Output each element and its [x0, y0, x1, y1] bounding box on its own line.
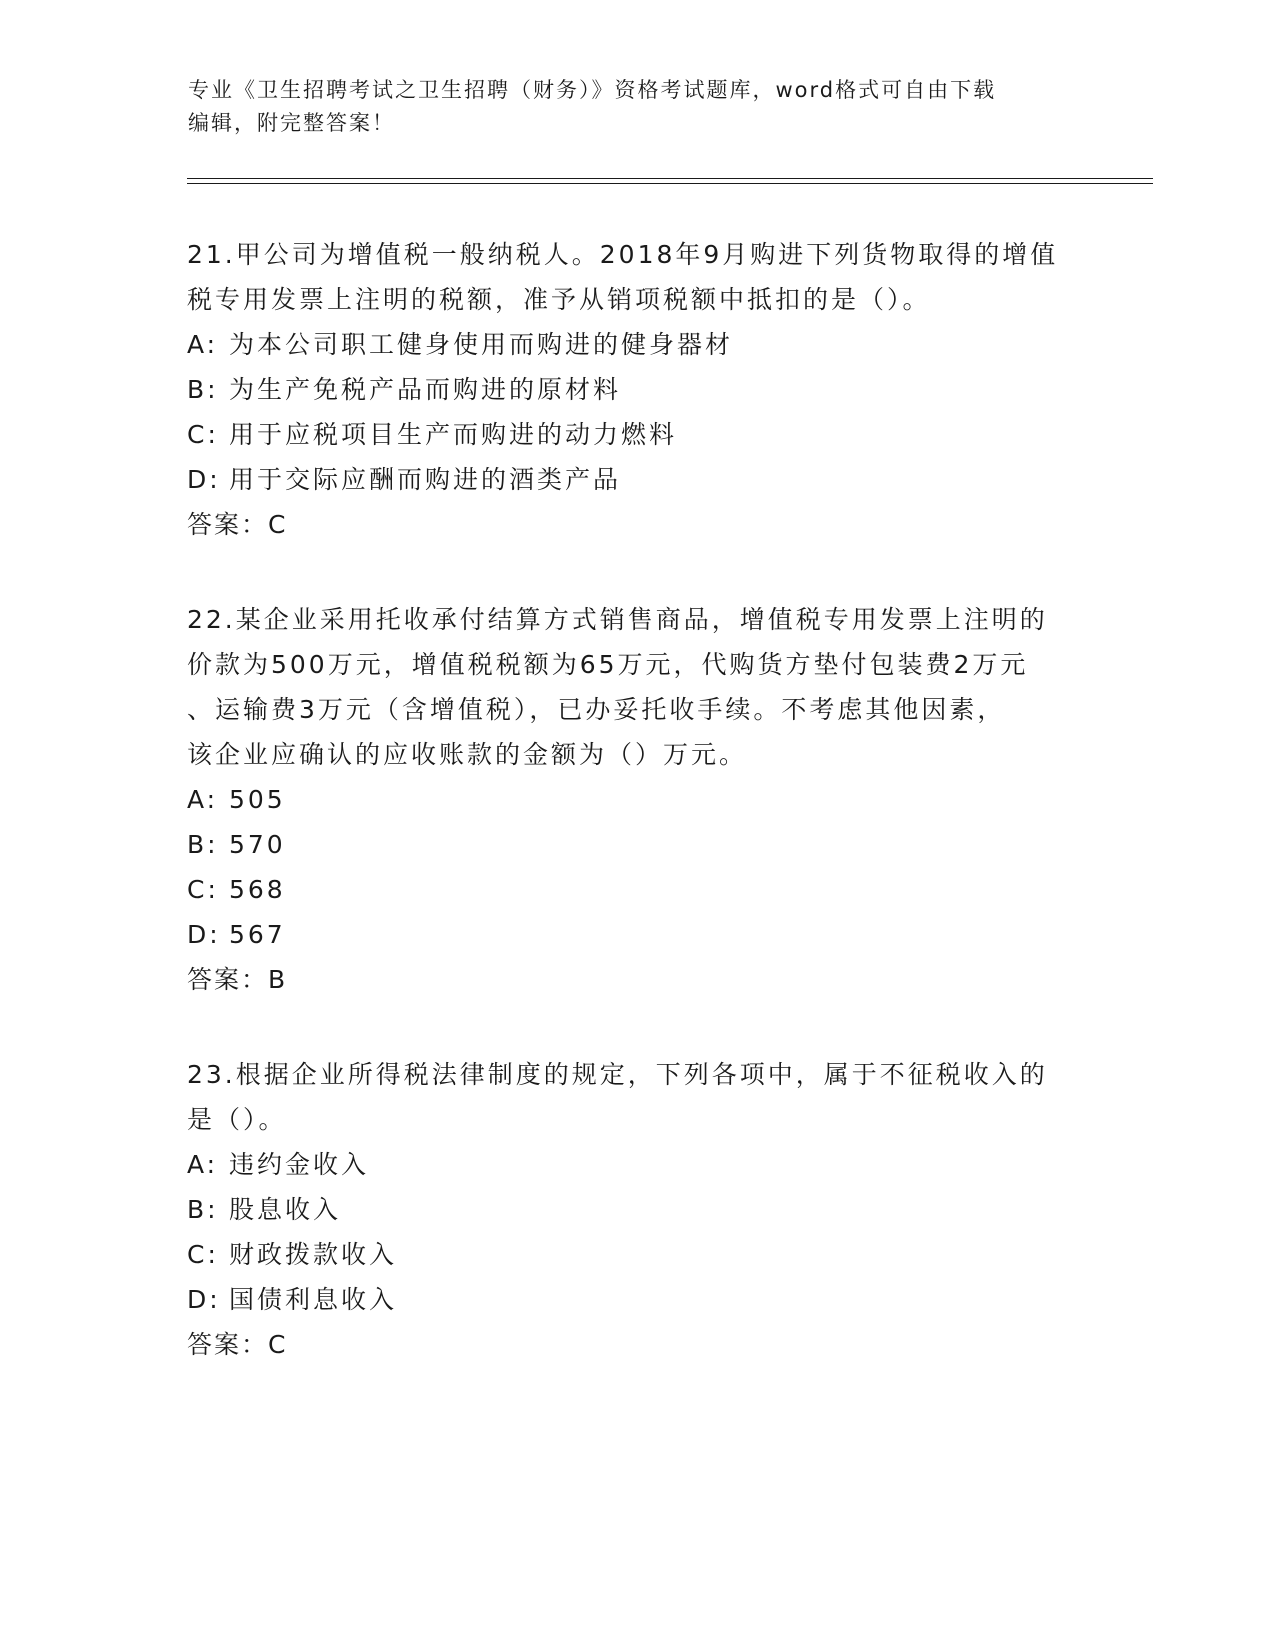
option-key: C:: [187, 875, 219, 904]
question-stem-line: 22.某企业采用托收承付结算方式销售商品，增值税专用发票上注明的: [187, 605, 1048, 634]
option-key: C:: [187, 1240, 219, 1269]
question-stem-line: 23.根据企业所得税法律制度的规定，下列各项中，属于不征税收入的: [187, 1060, 1048, 1089]
option-text: 国债利息收入: [229, 1285, 398, 1314]
option-key: A:: [187, 330, 219, 359]
option-key: B:: [187, 830, 219, 859]
question-stem-line: 价款为500万元，增值税税额为65万元，代购货方垫付包装费2万元: [187, 650, 1029, 679]
option-a: [187, 777, 1087, 822]
option-text: 570: [229, 830, 286, 859]
question-stem-line: 税专用发票上注明的税额，准予从销项税额中抵扣的是（）。: [187, 285, 931, 314]
question-stem-line: 该企业应确认的应收账款的金额为（）万元。: [187, 740, 748, 769]
option-c: [187, 867, 1087, 912]
question-stem-line: 是（）。: [187, 1105, 287, 1134]
answer-label: 答案：B: [187, 965, 288, 994]
option-key: A:: [187, 1150, 219, 1179]
option-key: B:: [187, 1195, 219, 1224]
option-d: [187, 457, 1087, 502]
option-text: 为本公司职工健身使用而购进的健身器材: [229, 330, 734, 359]
option-text: 财政拨款收入: [229, 1240, 398, 1269]
option-text: 用于交际应酬而购进的酒类产品: [229, 465, 622, 494]
option-c: [187, 412, 1087, 457]
document-header: [188, 74, 1088, 140]
option-key: D:: [187, 920, 221, 949]
option-b: [187, 1187, 1087, 1232]
question-stem-line: 21.甲公司为增值税一般纳税人。2018年9月购进下列货物取得的增值: [187, 240, 1059, 269]
question-stem-line: 、运输费3万元（含增值税），已办妥托收手续。不考虑其他因素，: [187, 695, 1006, 724]
answer-label: 答案：C: [187, 510, 288, 539]
option-key: D:: [187, 1285, 221, 1314]
option-text: 505: [229, 785, 286, 814]
option-key: A:: [187, 785, 219, 814]
option-key: B:: [187, 375, 219, 404]
answer-label: 答案：C: [187, 1330, 288, 1359]
option-c: [187, 1232, 1087, 1277]
option-key: C:: [187, 420, 219, 449]
option-text: 违约金收入: [229, 1150, 370, 1179]
option-b: [187, 822, 1087, 867]
header-divider-bottom: [187, 183, 1153, 184]
option-a: [187, 322, 1087, 367]
option-d: [187, 912, 1087, 957]
option-a: [187, 1142, 1087, 1187]
question-21: [187, 232, 1087, 547]
option-d: [187, 1277, 1087, 1322]
option-key: D:: [187, 465, 221, 494]
option-text: 568: [229, 875, 286, 904]
option-text: 为生产免税产品而购进的原材料: [229, 375, 622, 404]
question-23: [187, 1052, 1087, 1367]
header-line-2: 编辑，附完整答案！: [188, 111, 395, 135]
option-b: [187, 367, 1087, 412]
header-divider-top: [187, 178, 1153, 179]
header-line-1: 专业《卫生招聘考试之卫生招聘（财务）》资格考试题库，word格式可自由下载: [188, 78, 997, 102]
option-text: 股息收入: [229, 1195, 342, 1224]
option-text: 567: [229, 920, 286, 949]
question-22: [187, 597, 1087, 1002]
option-text: 用于应税项目生产而购进的动力燃料: [229, 420, 678, 449]
